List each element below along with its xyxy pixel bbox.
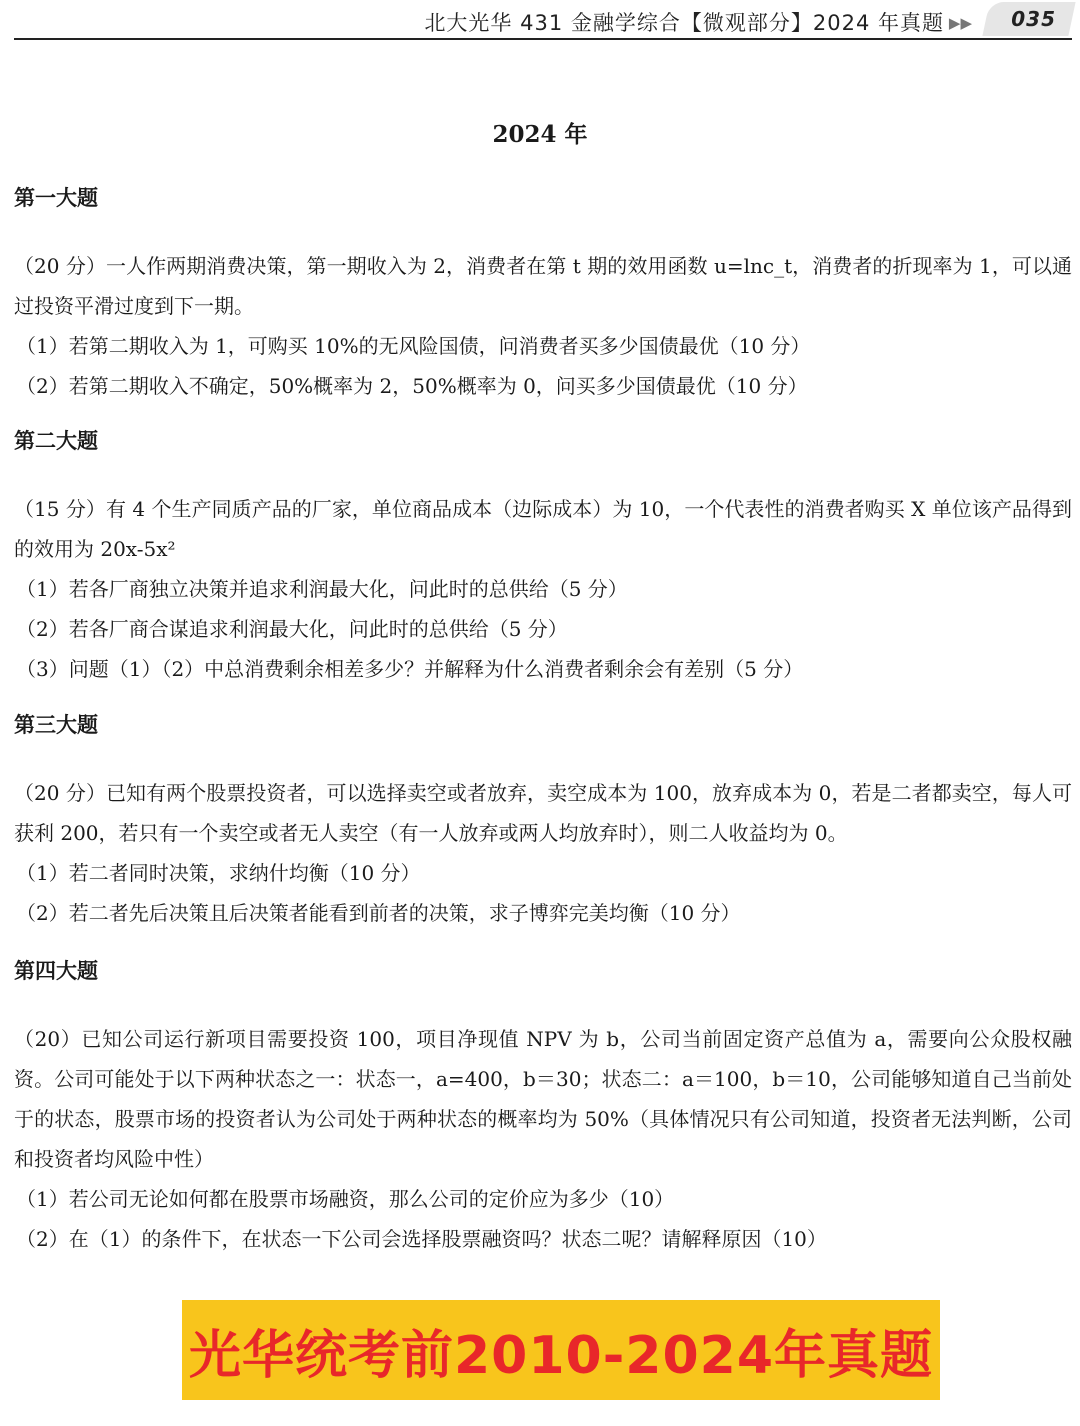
question-item: （1）若第二期收入为 1，可购买 10%的无风险国债，问消费者买多少国债最优（10 分）	[16, 334, 811, 358]
section-3	[14, 709, 1072, 933]
page-number: 035	[1011, 7, 1056, 31]
header-title: 北大光华 431 金融学综合【微观部分】2024 年真题	[424, 11, 944, 35]
question-item: （1）若各厂商独立决策并追求利润最大化，问此时的总供给（5 分）	[16, 577, 628, 601]
question-item: （1）若公司无论如何都在股票市场融资，那么公司的定价应为多少（10）	[16, 1187, 675, 1211]
section-title: 第一大题	[14, 186, 98, 210]
section-title: 第四大题	[14, 959, 98, 983]
question-item: （3）问题（1）（2）中总消费剩余相差多少？并解释为什么消费者剩余会有差别（5 分）	[16, 657, 804, 681]
section-title: 第三大题	[14, 713, 98, 737]
double-arrow-icon: ▶▶	[948, 14, 972, 32]
question-item: （2）若二者先后决策且后决策者能看到前者的决策，求子博弈完美均衡（10 分）	[16, 901, 741, 925]
section-4	[14, 955, 1072, 1259]
question-item: （1）若二者同时决策，求纳什均衡（10 分）	[16, 861, 421, 885]
section-intro: （20）已知公司运行新项目需要投资 100，项目净现值 NPV 为 b，公司当前固定资产总值为 a，需要向公众股权融资。公司可能处于以下两种状态之一：状态一，a=400，b＝30；状态二：a＝100，b＝10，公司能够知道自己当前处于的状态，股票市场的投资者认为公司处于两种状态的概率均为 50%（具体情况只有公司知道，投资者无法判断，公司和投资者均风险中性）	[14, 1027, 1072, 1171]
section-1	[14, 182, 1072, 406]
section-title: 第二大题	[14, 429, 98, 453]
question-item: （2）若各厂商合谋追求利润最大化，问此时的总供给（5 分）	[16, 617, 568, 641]
question-item: （2）若第二期收入不确定，50%概率为 2，50%概率为 0，问买多少国债最优（10 分）	[16, 374, 808, 398]
section-intro: （20 分）一人作两期消费决策，第一期收入为 2，消费者在第 t 期的效用函数 u=lnc_t，消费者的折现率为 1，可以通过投资平滑过度到下一期。	[14, 254, 1072, 318]
question-item: （2）在（1）的条件下，在状态一下公司会选择股票融资吗？状态二呢？请解释原因（10）	[16, 1227, 827, 1251]
year-title: 2024 年	[492, 121, 588, 148]
page-header	[14, 0, 1072, 40]
promo-banner-text: 光华统考前2010-2024年真题	[188, 1325, 934, 1386]
section-intro: （20 分）已知有两个股票投资者，可以选择卖空或者放弃，卖空成本为 100，放弃成本为 0，若是二者都卖空，每人可获利 200，若只有一个卖空或者无人卖空（有一人放弃或两人均放弃时），则二人收益均为 0。	[14, 781, 1072, 845]
section-2	[14, 425, 1072, 689]
promo-banner	[182, 1300, 940, 1400]
section-intro: （15 分）有 4 个生产同质产品的厂家，单位商品成本（边际成本）为 10，一个代表性的消费者购买 X 单位该产品得到的效用为 20x-5x²	[14, 497, 1072, 561]
